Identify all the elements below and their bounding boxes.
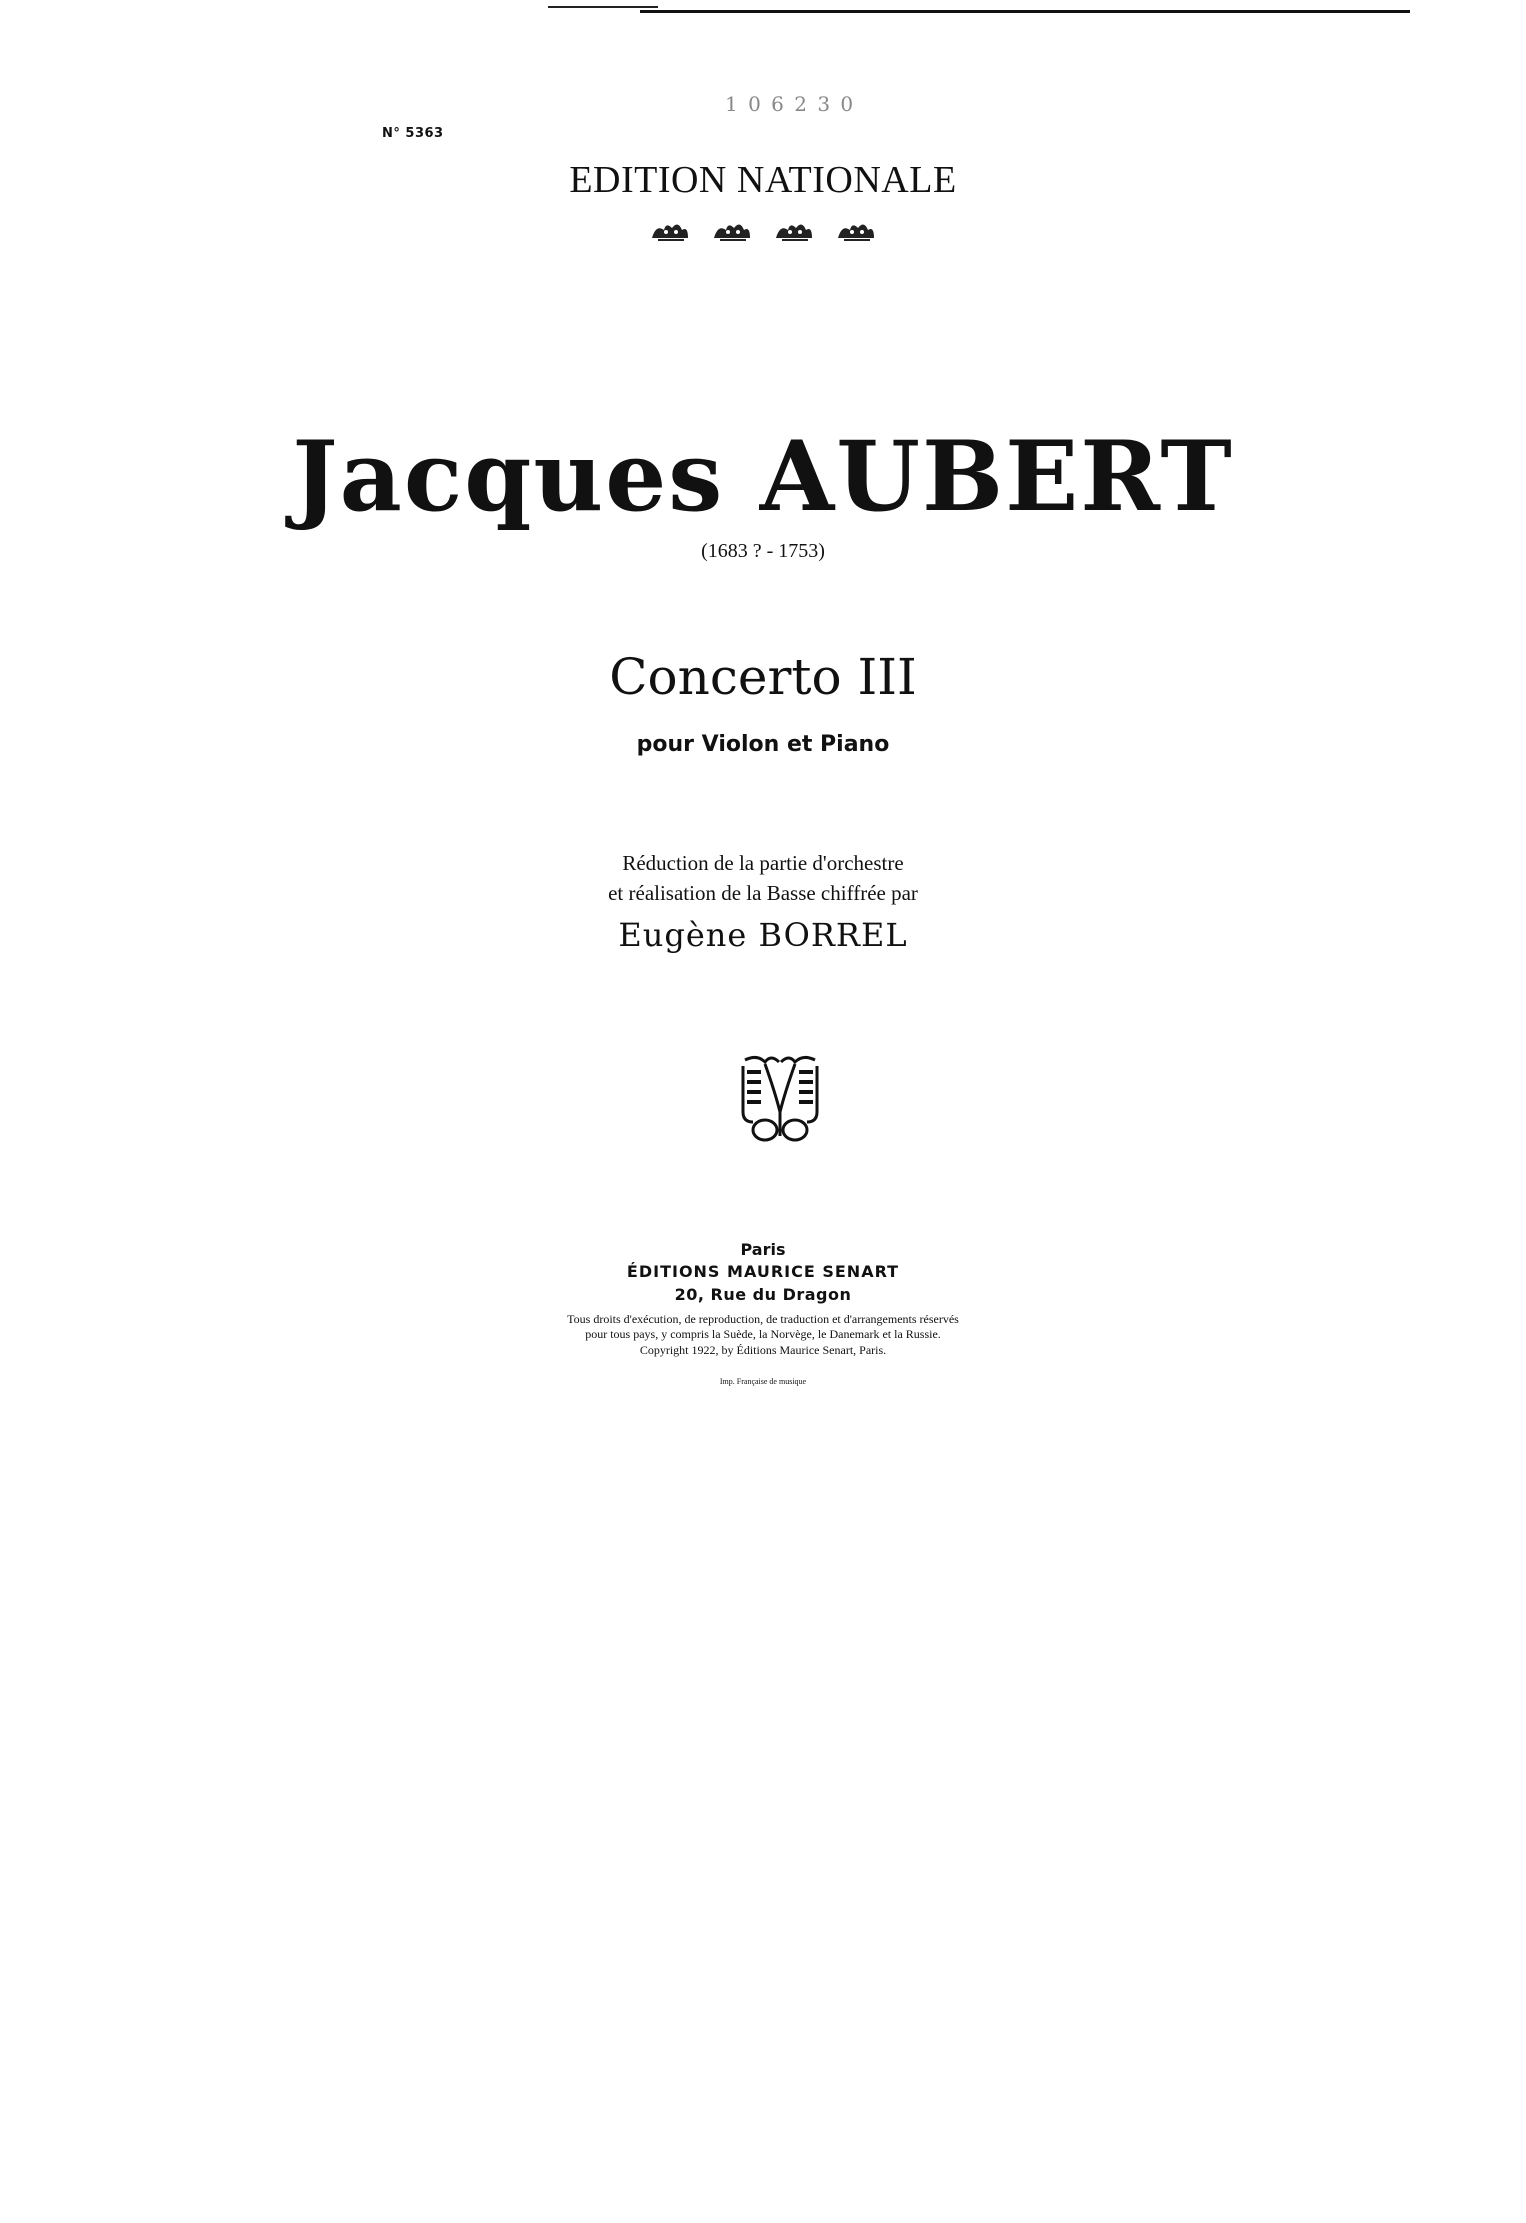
series-title: EDITION NATIONALE	[569, 159, 957, 201]
library-stamp: 1 0 6 2 3 0	[725, 92, 856, 116]
reduction-line: et réalisation de la Basse chiffrée par	[608, 881, 918, 905]
top-edge-rule	[548, 6, 658, 8]
top-edge-rule	[640, 10, 1410, 13]
reduction-line: Réduction de la partie d'orchestre	[622, 851, 904, 875]
art-nouveau-emblem-icon	[735, 1052, 825, 1144]
printer-credit: Imp. Française de musique	[719, 1377, 807, 1386]
flower-ornament-icon	[834, 216, 878, 244]
composer-dates: (1683 ? - 1753)	[701, 540, 825, 562]
flower-ornament-icon	[648, 216, 692, 244]
publisher-address: 20, Rue du Dragon	[674, 1285, 852, 1304]
reduction-credit	[0, 848, 1526, 908]
rights-line: pour tous pays, y compris la Suède, la Norvège, le Danemark et la Russie.	[585, 1327, 941, 1341]
rights-notice	[0, 1312, 1526, 1342]
publisher-city: Paris	[740, 1240, 786, 1259]
publisher-name: ÉDITIONS MAURICE SENART	[626, 1262, 900, 1281]
catalog-number: N° 5363	[382, 126, 444, 141]
flower-ornament-icon	[710, 216, 754, 244]
composer-name: Jacques AUBERT	[292, 420, 1234, 533]
rights-line: Tous droits d'exécution, de reproduction, de traduction et d'arrangements réservés	[567, 1312, 959, 1326]
arranger-name: Eugène BORREL	[618, 916, 908, 954]
copyright-notice: Copyright 1922, by Éditions Maurice Senart, Paris.	[639, 1343, 887, 1357]
flower-ornament-icon	[772, 216, 816, 244]
work-subtitle: pour Violon et Piano	[636, 732, 890, 757]
work-title: Concerto III	[609, 648, 917, 706]
ornament-row	[0, 216, 1526, 244]
